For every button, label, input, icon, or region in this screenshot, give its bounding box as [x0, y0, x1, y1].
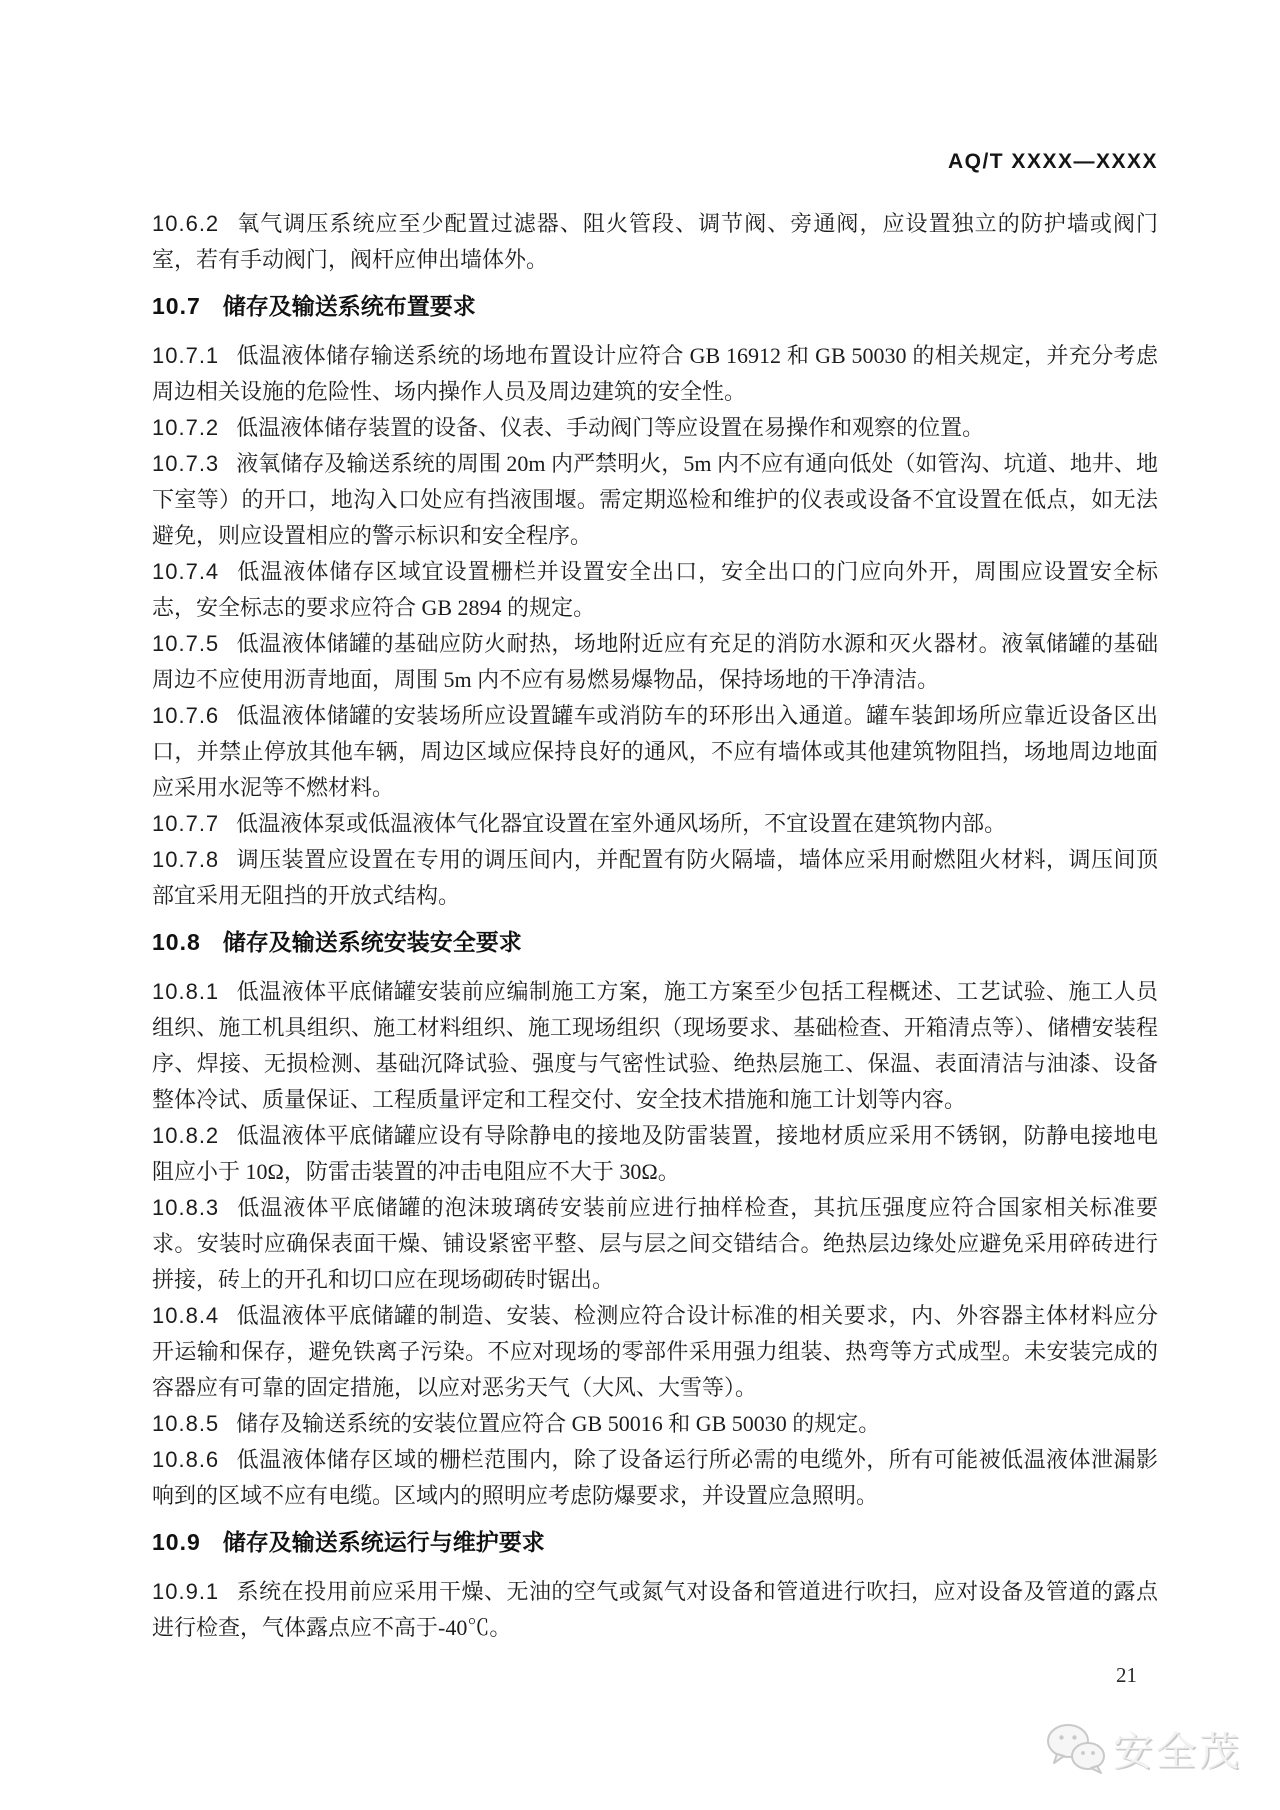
section-heading-10-8: [152, 924, 1158, 960]
clause-number: 10.8.2: [152, 1123, 220, 1148]
clause-10-9-1: [152, 1574, 1158, 1646]
clause-number: 10.8.3: [152, 1195, 220, 1220]
clause-number: 10.6.2: [152, 211, 220, 236]
clause-number: 10.8.5: [152, 1411, 220, 1436]
clause-10-7-1: [152, 338, 1158, 410]
clause-text: 低温液体泵或低温液体气化器宜设置在室外通风场所，不宜设置在建筑物内部。: [236, 811, 1007, 836]
clause-text: 低温液体平底储罐的泡沫玻璃砖安装前应进行抽样检查，其抗压强度应符合国家相关标准要求。安装时应确保表面干燥、铺设紧密平整、层与层之间交错结合。绝热层边缘处应避免采用碎砖进行拼接，砖上的开孔和切口应在现场砌砖时锯出。: [152, 1195, 1158, 1292]
clause-text: 低温液体平底储罐安装前应编制施工方案，施工方案至少包括工程概述、工艺试验、施工人员组织、施工机具组织、施工材料组织、施工现场组织（现场要求、基础检查、开箱清点等）、储槽安装程序、焊接、无损检测、基础沉降试验、强度与气密性试验、绝热层施工、保温、表面清洁与油漆、设备整体冷试、质量保证、工程质量评定和工程交付、安全技术措施和施工计划等内容。: [152, 979, 1158, 1112]
clause-10-8-1: [152, 974, 1158, 1118]
document-body: [152, 206, 1158, 1646]
clause-text: 储存及输送系统的安装位置应符合 GB 50016 和 GB 50030 的规定。: [236, 1411, 881, 1436]
clause-10-7-8: [152, 842, 1158, 914]
clause-text: 系统在投用前应采用干燥、无油的空气或氮气对设备和管道进行吹扫，应对设备及管道的露点进行检查，气体露点应不高于-40℃。: [152, 1579, 1158, 1640]
page-number: 21: [1116, 1663, 1137, 1687]
clause-number: 10.7.5: [152, 631, 220, 656]
watermark-label: 安全茂: [1113, 1730, 1242, 1774]
clause-number: 10.8.1: [152, 979, 220, 1004]
section-number: 10.7: [152, 293, 201, 319]
clause-10-6-2: [152, 206, 1158, 278]
clause-10-8-3: [152, 1190, 1158, 1298]
section-title: 储存及输送系统安装安全要求: [222, 929, 522, 955]
clause-text: 低温液体储存区域的栅栏范围内，除了设备运行所必需的电缆外，所有可能被低温液体泄漏影响到的区域不应有电缆。区域内的照明应考虑防爆要求，并设置应急照明。: [152, 1447, 1158, 1508]
clause-10-7-5: [152, 626, 1158, 698]
clause-10-7-2: [152, 410, 1158, 446]
clause-text: 低温液体平底储罐的制造、安装、检测应符合设计标准的相关要求，内、外容器主体材料应分开运输和保存，避免铁离子污染。不应对现场的零部件采用强力组装、热弯等方式成型。未安装完成的容器应有可靠的固定措施，以应对恶劣天气（大风、大雪等）。: [152, 1303, 1158, 1400]
clause-number: 10.7.8: [152, 847, 220, 872]
section-number: 10.8: [152, 929, 201, 955]
clause-text: 低温液体储存输送系统的场地布置设计应符合 GB 16912 和 GB 50030 的相关规定，并充分考虑周边相关设施的危险性、场内操作人员及周边建筑的安全性。: [152, 343, 1158, 404]
wechat-icon: [1045, 1722, 1107, 1776]
clause-number: 10.8.6: [152, 1447, 220, 1472]
clause-number: 10.7.2: [152, 415, 220, 440]
clause-text: 低温液体储罐的安装场所应设置罐车或消防车的环形出入通道。罐车装卸场所应靠近设备区出口，并禁止停放其他车辆，周边区域应保持良好的通风，不应有墙体或其他建筑物阻挡，场地周边地面应采用水泥等不燃材料。: [152, 703, 1158, 800]
clause-number: 10.7.7: [152, 811, 220, 836]
clause-text: 低温液体储存区域宜设置栅栏并设置安全出口，安全出口的门应向外开，周围应设置安全标志，安全标志的要求应符合 GB 2894 的规定。: [152, 559, 1158, 620]
clause-10-8-5: [152, 1406, 1158, 1442]
clause-10-7-7: [152, 806, 1158, 842]
clause-10-8-2: [152, 1118, 1158, 1190]
section-title: 储存及输送系统布置要求: [222, 293, 476, 319]
clause-text: 低温液体平底储罐应设有导除静电的接地及防雷装置，接地材质应采用不锈钢，防静电接地电阻应小于 10Ω，防雷击装置的冲击电阻应不大于 30Ω。: [152, 1123, 1158, 1184]
clause-number: 10.7.4: [152, 559, 220, 584]
clause-10-7-6: [152, 698, 1158, 806]
clause-text: 低温液体储罐的基础应防火耐热，场地附近应有充足的消防水源和灭火器材。液氧储罐的基础周边不应使用沥青地面，周围 5m 内不应有易燃易爆物品，保持场地的干净清洁。: [152, 631, 1158, 692]
clause-text: 低温液体储存装置的设备、仪表、手动阀门等应设置在易操作和观察的位置。: [236, 415, 985, 440]
clause-number: 10.7.3: [152, 451, 220, 476]
clause-number: 10.9.1: [152, 1579, 220, 1604]
clause-10-7-3: [152, 446, 1158, 554]
standard-number-header: AQ/T XXXX—XXXX: [947, 150, 1158, 173]
section-heading-10-7: [152, 288, 1158, 324]
clause-number: 10.7.1: [152, 343, 220, 368]
clause-10-8-6: [152, 1442, 1158, 1514]
watermark: [1045, 1720, 1242, 1777]
section-title: 储存及输送系统运行与维护要求: [222, 1529, 545, 1555]
clause-text: 液氧储存及输送系统的周围 20m 内严禁明火，5m 内不应有通向低处（如管沟、坑道、地井、地下室等）的开口，地沟入口处应有挡液围堰。需定期巡检和维护的仪表或设备不宜设置在低点，如无法避免，则应设置相应的警示标识和安全程序。: [152, 451, 1158, 548]
clause-text: 调压装置应设置在专用的调压间内，并配置有防火隔墙，墙体应采用耐燃阻火材料，调压间顶部宜采用无阻挡的开放式结构。: [152, 847, 1158, 908]
section-heading-10-9: [152, 1524, 1158, 1560]
clause-10-8-4: [152, 1298, 1158, 1406]
clause-number: 10.8.4: [152, 1303, 220, 1328]
clause-10-7-4: [152, 554, 1158, 626]
clause-text: 氧气调压系统应至少配置过滤器、阻火管段、调节阀、旁通阀，应设置独立的防护墙或阀门室，若有手动阀门，阀杆应伸出墙体外。: [152, 211, 1158, 272]
clause-number: 10.7.6: [152, 703, 220, 728]
section-number: 10.9: [152, 1529, 201, 1555]
